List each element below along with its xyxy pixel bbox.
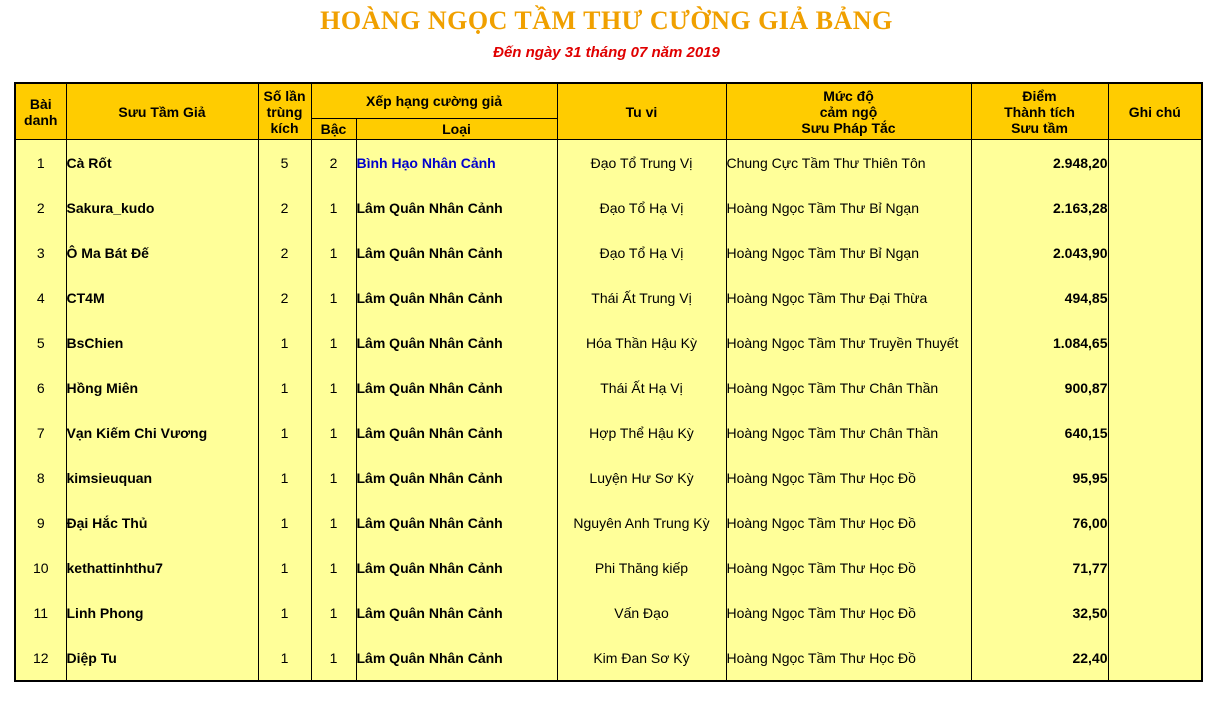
cell-count: 1 bbox=[258, 365, 311, 410]
cell-tu-vi: Đạo Tổ Trung Vị bbox=[557, 140, 726, 186]
cell-ghi-chu bbox=[1108, 590, 1202, 635]
cell-loai: Lâm Quân Nhân Cảnh bbox=[356, 410, 557, 455]
cell-diem: 2.948,20 bbox=[971, 140, 1108, 186]
cell-ghi-chu bbox=[1108, 140, 1202, 186]
cell-diem: 32,50 bbox=[971, 590, 1108, 635]
header-suu-tam-gia: Sưu Tầm Giả bbox=[66, 83, 258, 140]
cell-diem: 71,77 bbox=[971, 545, 1108, 590]
cell-muc-do: Hoàng Ngọc Tầm Thư Học Đồ bbox=[726, 455, 971, 500]
cell-name: Đại Hắc Thủ bbox=[66, 500, 258, 545]
cell-muc-do: Hoàng Ngọc Tầm Thư Học Đồ bbox=[726, 590, 971, 635]
cell-loai: Lâm Quân Nhân Cảnh bbox=[356, 230, 557, 275]
cell-tu-vi: Đạo Tổ Hạ Vị bbox=[557, 185, 726, 230]
header-tu-vi: Tu vi bbox=[557, 83, 726, 140]
cell-diem: 900,87 bbox=[971, 365, 1108, 410]
cell-name: Diệp Tu bbox=[66, 635, 258, 681]
cell-rank: 10 bbox=[15, 545, 66, 590]
cell-name: CT4M bbox=[66, 275, 258, 320]
cell-rank: 6 bbox=[15, 365, 66, 410]
cell-loai: Lâm Quân Nhân Cảnh bbox=[356, 635, 557, 681]
cell-muc-do: Hoàng Ngọc Tầm Thư Chân Thần bbox=[726, 365, 971, 410]
cell-loai: Lâm Quân Nhân Cảnh bbox=[356, 320, 557, 365]
cell-bac: 2 bbox=[311, 140, 356, 186]
cell-name: Cà Rốt bbox=[66, 140, 258, 186]
cell-diem: 2.043,90 bbox=[971, 230, 1108, 275]
cell-tu-vi: Vấn Đạo bbox=[557, 590, 726, 635]
cell-tu-vi: Hợp Thể Hậu Kỳ bbox=[557, 410, 726, 455]
cell-ghi-chu bbox=[1108, 410, 1202, 455]
table-row bbox=[15, 140, 1202, 186]
cell-muc-do: Hoàng Ngọc Tầm Thư Chân Thần bbox=[726, 410, 971, 455]
cell-tu-vi: Thái Ất Hạ Vị bbox=[557, 365, 726, 410]
table-row bbox=[15, 500, 1202, 545]
cell-name: Sakura_kudo bbox=[66, 185, 258, 230]
cell-loai: Lâm Quân Nhân Cảnh bbox=[356, 500, 557, 545]
table-row bbox=[15, 635, 1202, 681]
table-row bbox=[15, 275, 1202, 320]
cell-tu-vi: Phi Thăng kiếp bbox=[557, 545, 726, 590]
page-subtitle: Đến ngày 31 tháng 07 năm 2019 bbox=[493, 44, 720, 61]
cell-diem: 1.084,65 bbox=[971, 320, 1108, 365]
cell-rank: 7 bbox=[15, 410, 66, 455]
cell-loai: Lâm Quân Nhân Cảnh bbox=[356, 275, 557, 320]
cell-muc-do: Chung Cực Tầm Thư Thiên Tôn bbox=[726, 140, 971, 186]
cell-diem: 22,40 bbox=[971, 635, 1108, 681]
cell-name: BsChien bbox=[66, 320, 258, 365]
cell-name: kimsieuquan bbox=[66, 455, 258, 500]
cell-muc-do: Hoàng Ngọc Tầm Thư Học Đồ bbox=[726, 500, 971, 545]
cell-name: Ô Ma Bát Đế bbox=[66, 230, 258, 275]
cell-ghi-chu bbox=[1108, 635, 1202, 681]
cell-ghi-chu bbox=[1108, 455, 1202, 500]
cell-loai: Lâm Quân Nhân Cảnh bbox=[356, 455, 557, 500]
cell-name: Vạn Kiếm Chi Vương bbox=[66, 410, 258, 455]
cell-rank: 8 bbox=[15, 455, 66, 500]
cell-rank: 1 bbox=[15, 140, 66, 186]
cell-ghi-chu bbox=[1108, 275, 1202, 320]
table-row bbox=[15, 185, 1202, 230]
header-xep-hang: Xếp hạng cường giả bbox=[311, 83, 557, 119]
cell-ghi-chu bbox=[1108, 365, 1202, 410]
cell-muc-do: Hoàng Ngọc Tầm Thư Học Đồ bbox=[726, 545, 971, 590]
cell-rank: 9 bbox=[15, 500, 66, 545]
cell-loai: Lâm Quân Nhân Cảnh bbox=[356, 185, 557, 230]
cell-tu-vi: Luyện Hư Sơ Kỳ bbox=[557, 455, 726, 500]
cell-muc-do: Hoàng Ngọc Tầm Thư Bỉ Ngạn bbox=[726, 185, 971, 230]
cell-count: 1 bbox=[258, 320, 311, 365]
table-row bbox=[15, 455, 1202, 500]
cell-count: 1 bbox=[258, 410, 311, 455]
cell-rank: 2 bbox=[15, 185, 66, 230]
cell-ghi-chu bbox=[1108, 230, 1202, 275]
cell-muc-do: Hoàng Ngọc Tầm Thư Đại Thừa bbox=[726, 275, 971, 320]
cell-count: 2 bbox=[258, 185, 311, 230]
cell-bac: 1 bbox=[311, 545, 356, 590]
cell-rank: 12 bbox=[15, 635, 66, 681]
cell-bac: 1 bbox=[311, 320, 356, 365]
cell-muc-do: Hoàng Ngọc Tầm Thư Học Đồ bbox=[726, 635, 971, 681]
cell-name: Hồng Miên bbox=[66, 365, 258, 410]
page-title: HOÀNG NGỌC TẦM THƯ CƯỜNG GIẢ BẢNG bbox=[320, 6, 893, 35]
cell-tu-vi: Nguyên Anh Trung Kỳ bbox=[557, 500, 726, 545]
cell-rank: 11 bbox=[15, 590, 66, 635]
cell-count: 2 bbox=[258, 230, 311, 275]
cell-diem: 76,00 bbox=[971, 500, 1108, 545]
cell-diem: 494,85 bbox=[971, 275, 1108, 320]
cell-name: kethattinhthu7 bbox=[66, 545, 258, 590]
cell-loai: Lâm Quân Nhân Cảnh bbox=[356, 590, 557, 635]
cell-rank: 5 bbox=[15, 320, 66, 365]
cell-diem: 640,15 bbox=[971, 410, 1108, 455]
cell-bac: 1 bbox=[311, 185, 356, 230]
cell-muc-do: Hoàng Ngọc Tầm Thư Truyền Thuyết bbox=[726, 320, 971, 365]
cell-bac: 1 bbox=[311, 590, 356, 635]
table-row bbox=[15, 590, 1202, 635]
header-so-lan: Số lần trùng kích bbox=[258, 83, 311, 140]
cell-rank: 3 bbox=[15, 230, 66, 275]
cell-ghi-chu bbox=[1108, 320, 1202, 365]
cell-loai: Lâm Quân Nhân Cảnh bbox=[356, 545, 557, 590]
cell-bac: 1 bbox=[311, 365, 356, 410]
cell-count: 2 bbox=[258, 275, 311, 320]
cell-count: 5 bbox=[258, 140, 311, 186]
cell-diem: 2.163,28 bbox=[971, 185, 1108, 230]
cell-tu-vi: Kim Đan Sơ Kỳ bbox=[557, 635, 726, 681]
ranking-table bbox=[14, 82, 1203, 682]
cell-tu-vi: Hóa Thần Hậu Kỳ bbox=[557, 320, 726, 365]
cell-diem: 95,95 bbox=[971, 455, 1108, 500]
cell-bac: 1 bbox=[311, 275, 356, 320]
cell-tu-vi: Thái Ất Trung Vị bbox=[557, 275, 726, 320]
cell-loai: Lâm Quân Nhân Cảnh bbox=[356, 365, 557, 410]
cell-bac: 1 bbox=[311, 635, 356, 681]
table-row bbox=[15, 230, 1202, 275]
cell-bac: 1 bbox=[311, 455, 356, 500]
header-bac: Bậc bbox=[311, 119, 356, 140]
cell-loai: Bình Hạo Nhân Cảnh bbox=[356, 140, 557, 186]
cell-ghi-chu bbox=[1108, 500, 1202, 545]
cell-count: 1 bbox=[258, 545, 311, 590]
cell-ghi-chu bbox=[1108, 185, 1202, 230]
cell-name: Linh Phong bbox=[66, 590, 258, 635]
header-ghi-chu: Ghi chú bbox=[1108, 83, 1202, 140]
cell-bac: 1 bbox=[311, 410, 356, 455]
cell-rank: 4 bbox=[15, 275, 66, 320]
cell-ghi-chu bbox=[1108, 545, 1202, 590]
cell-count: 1 bbox=[258, 455, 311, 500]
table-row bbox=[15, 410, 1202, 455]
cell-muc-do: Hoàng Ngọc Tầm Thư Bỉ Ngạn bbox=[726, 230, 971, 275]
header-bai-danh: Bài danh bbox=[15, 83, 66, 140]
cell-count: 1 bbox=[258, 500, 311, 545]
header-muc-do: Mức độ cảm ngộ Sưu Pháp Tắc bbox=[726, 83, 971, 140]
table-row bbox=[15, 365, 1202, 410]
cell-bac: 1 bbox=[311, 230, 356, 275]
cell-tu-vi: Đạo Tổ Hạ Vị bbox=[557, 230, 726, 275]
table-row bbox=[15, 545, 1202, 590]
cell-count: 1 bbox=[258, 635, 311, 681]
header-diem: Điểm Thành tích Sưu tầm bbox=[971, 83, 1108, 140]
header-loai: Loại bbox=[356, 119, 557, 140]
cell-count: 1 bbox=[258, 590, 311, 635]
cell-bac: 1 bbox=[311, 500, 356, 545]
table-row bbox=[15, 320, 1202, 365]
